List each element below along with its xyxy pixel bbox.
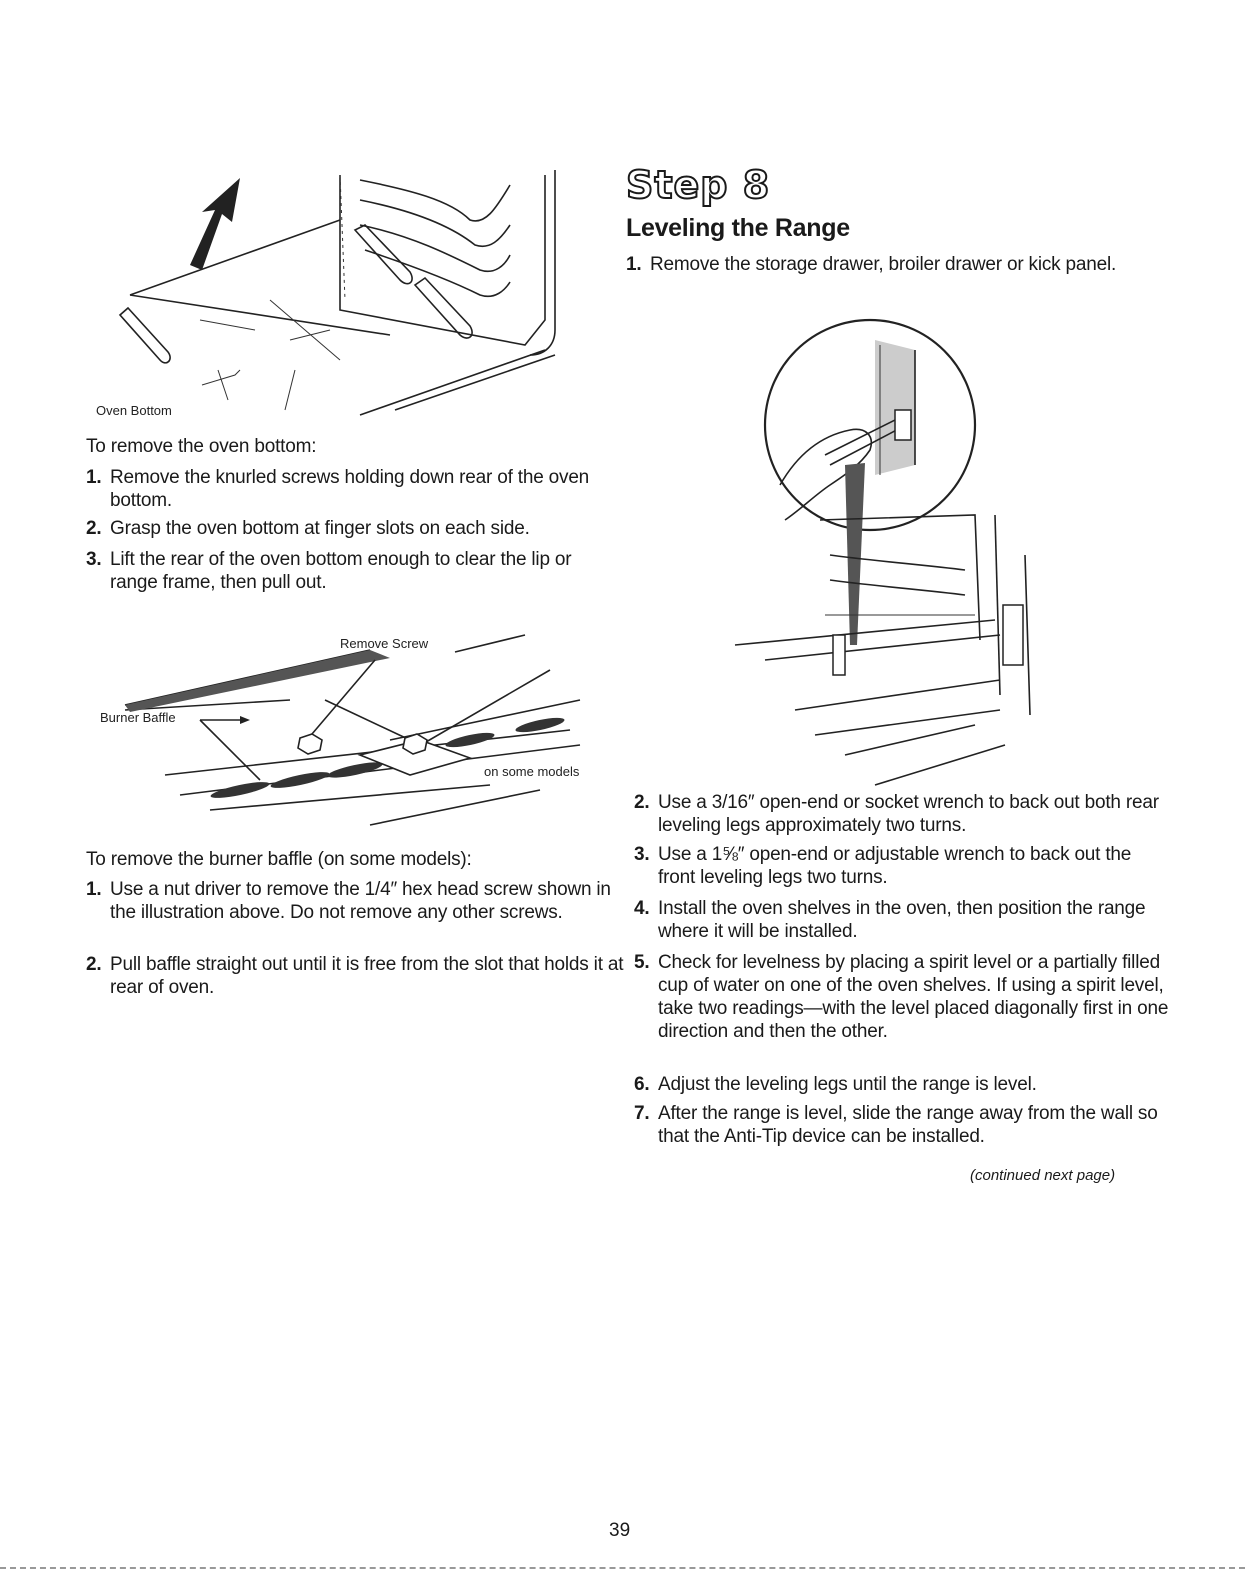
list-text: Adjust the leveling legs until the range is level.: [658, 1074, 1037, 1095]
list-item: [634, 1102, 1170, 1148]
continued-note: (continued next page): [970, 1167, 1116, 1184]
list-number: 7.: [634, 1103, 650, 1124]
list-number: 1.: [86, 467, 102, 488]
list-number: 6.: [634, 1074, 650, 1095]
list-number: 5.: [634, 952, 650, 973]
list-item: [626, 253, 1170, 276]
list-item: [634, 791, 1170, 837]
list-item: [634, 951, 1170, 1043]
list-item: [86, 548, 622, 594]
list-text: Check for levelness by placing a spirit level or a partially filled cup of water on one of the oven shelves. If using a spirit level, take two readings—with the level placed diagonally first in one direction and then the other.: [658, 952, 1169, 1042]
list-item: [86, 466, 622, 512]
list-item: [634, 1073, 1170, 1096]
list-item: [634, 897, 1170, 943]
list-text: Install the oven shelves in the oven, then position the range where it will be installed.: [658, 898, 1146, 942]
list-text: Use a nut driver to remove the 1/4″ hex head screw shown in the illustration above. Do not remove any other screws.: [110, 879, 611, 923]
list-text: Grasp the oven bottom at finger slots on each side.: [110, 518, 530, 539]
list-text: Use a 1⅝″ open-end or adjustable wrench to back out the front leveling legs two turns.: [658, 844, 1132, 888]
burner-baffle-illustration: [90, 630, 600, 830]
list-number: 4.: [634, 898, 650, 919]
list-text: Lift the rear of the oven bottom enough to clear the lip or range frame, then pull out.: [110, 549, 572, 593]
step-title: Step 8: [626, 163, 771, 207]
burner-baffle-label: Burner Baffle: [100, 710, 176, 725]
list-text: Pull baffle straight out until it is free from the slot that holds it at rear of oven.: [110, 954, 624, 998]
on-some-models-label: on some models: [484, 764, 580, 779]
intro-remove-burner-baffle: To remove the burner baffle (on some models):: [86, 849, 472, 870]
oven-bottom-caption: Oven Bottom: [96, 403, 172, 418]
list-number: 2.: [86, 518, 102, 539]
leveling-leg-illustration: [725, 315, 1045, 795]
list-text: Remove the storage drawer, broiler drawer or kick panel.: [650, 254, 1117, 275]
list-item: [634, 843, 1170, 889]
remove-screw-label: Remove Screw: [340, 636, 429, 651]
list-number: 2.: [634, 792, 650, 813]
section-heading: Leveling the Range: [626, 214, 850, 242]
list-number: 3.: [634, 844, 650, 865]
intro-remove-oven-bottom: To remove the oven bottom:: [86, 436, 317, 457]
list-item: [86, 517, 630, 540]
list-number: 1.: [86, 879, 102, 900]
list-text: Remove the knurled screws holding down rear of the oven bottom.: [110, 467, 590, 511]
list-item: [86, 878, 624, 924]
oven-bottom-illustration: [90, 170, 560, 420]
page-number: 39: [609, 1520, 631, 1541]
list-number: 2.: [86, 954, 102, 975]
page-edge-divider: [0, 1567, 1245, 1569]
list-number: 1.: [626, 254, 642, 275]
list-item: [86, 953, 624, 999]
list-text: After the range is level, slide the range away from the wall so that the Anti-Tip device can be installed.: [658, 1103, 1158, 1147]
list-text: Use a 3/16″ open-end or socket wrench to back out both rear leveling legs approximately two turns.: [658, 792, 1159, 836]
list-number: 3.: [86, 549, 102, 570]
